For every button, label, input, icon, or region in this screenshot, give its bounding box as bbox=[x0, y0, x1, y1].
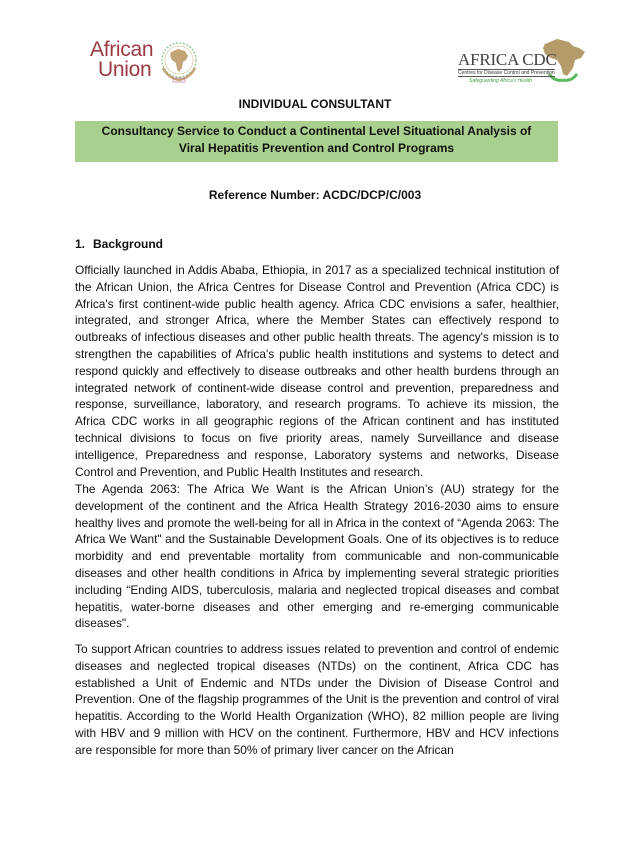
african-union-logo bbox=[90, 40, 220, 90]
africa-cdc-tagline: Safeguarding Africa's Health bbox=[469, 78, 533, 84]
paragraph-background-1: Officially launched in Addis Ababa, Ethiopia, in 2017 as a specialized technical institution of the African Union, the Africa Centres for Disease Control and Prevention (Africa CDC) is Africa's first continent-wide public health agency. Africa CDC envisions a safer, healthier, integrated, and stronger Africa, where the Member States can effectively respond to outbreaks of infectious diseases and other public health threats. The agency's mission is to strengthen the capabilities of Africa's public health institutions and systems to detect and respond quickly and effectively to disease outbreaks and other health burdens through an integrated network of continent-wide disease control and prevention, preparedness and response, surveillance, laboratory, and research programs. To achieve its mission, the Africa CDC works in all geographic regions of the African continent and has instituted technical divisions to focus on five priority areas, namely Surveillance and disease intelligence, Preparedness and response, Laboratory systems and networks, Disease Control and Prevention, and Public Health Institutes and research. bbox=[75, 263, 559, 479]
paragraph-background-2: The Agenda 2063: The Africa We Want is the African Union’s (AU) strategy for the development of the continent and the Africa Health Strategy 2016-2030 aims to ensure healthy lives and promote the well-being for all in Africa in the context of “Agenda 2063: The Africa We Want" and the Sustainable Development Goals. One of its objectives is to reduce morbidity and end preventable mortality from communicable and non-communicable diseases and other health conditions in Africa by implementing several strategic priorities including “Ending AIDS, tuberculosis, malaria and neglected tropical diseases and combat hepatitis, water-borne diseases and other emerging and re-emerging communicable diseases". bbox=[75, 482, 559, 631]
document-type: INDIVIDUAL CONSULTANT bbox=[238, 97, 392, 111]
paragraph-background-3: To support African countries to address issues related to prevention and control of endemic diseases and neglected tropical diseases (NTDs) on the continent, Africa CDC has established a Unit of Endemic and NTDs under the Division of Disease Control and Prevention. One of the flagship programmes of the Unit is the prevention and control of viral hepatitis. According to the World Health Organization (WHO), 82 million people are living with HBV and 9 million with HCV on the continent. Furthermore, HBV and HCV infections are responsible for more than 50% of primary liver cancer on the African bbox=[75, 642, 559, 757]
section-heading bbox=[75, 237, 163, 251]
title-banner bbox=[75, 121, 558, 162]
africa-cdc-subtitle: Centres for Disease Control and Prevention bbox=[458, 70, 555, 76]
africa-cdc-logo bbox=[455, 36, 595, 86]
section-number: 1. bbox=[75, 237, 86, 251]
au-logo-line2: Union bbox=[98, 58, 152, 81]
african-union-emblem-icon bbox=[158, 40, 200, 84]
reference-number: Reference Number: ACDC/DCP/C/003 bbox=[208, 188, 422, 202]
title-line-2: Viral Hepatitis Prevention and Control Programs bbox=[178, 141, 455, 155]
au-logo-line1: African bbox=[90, 38, 154, 61]
africa-cdc-wordmark: AFRICA CDC bbox=[458, 50, 557, 69]
title-line-1: Consultancy Service to Conduct a Continental Level Situational Analysis of bbox=[101, 124, 532, 138]
section-title: Background bbox=[93, 237, 164, 251]
african-union-wordmark bbox=[90, 40, 153, 80]
